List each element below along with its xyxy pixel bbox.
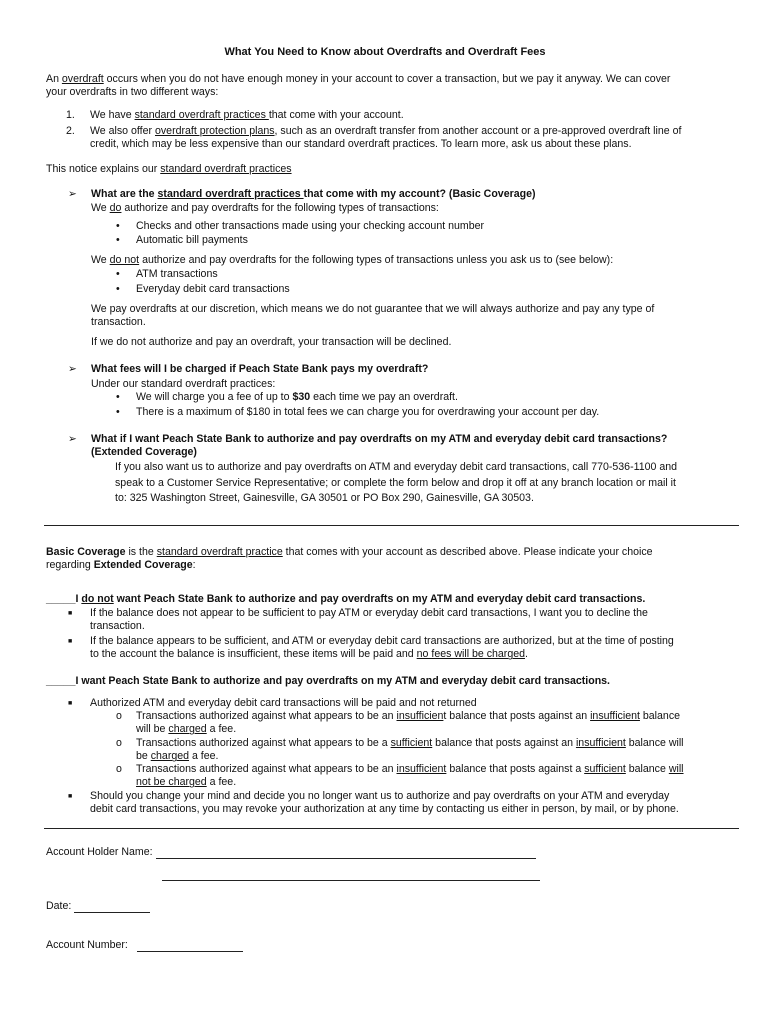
account-holder-input-2[interactable]	[162, 868, 540, 881]
circle-bullet-icon: o	[116, 763, 122, 775]
bullet-icon: •	[116, 391, 120, 403]
list-item: Transactions authorized against what appears to be a sufficient balance that posts against an insufficient balance will be charged a fee.	[136, 737, 684, 763]
account-number-field: Account Number:	[46, 939, 243, 952]
list-item: 1. We have standard overdraft practices that come with your account.	[66, 109, 404, 121]
list-item: Everyday debit card transactions	[136, 283, 290, 295]
date-input[interactable]	[74, 900, 150, 913]
bullet-icon: •	[116, 268, 120, 280]
section-heading: What are the standard overdraft practices that come with my account? (Basic Coverage)	[91, 188, 536, 200]
basic-coverage-text: Basic Coverage is the standard overdraft practice that comes with your account as described above. Please indicate your choice regarding Extended Coverage:	[46, 546, 653, 572]
list-item: Transactions authorized against what appears to be an insufficient balance that posts against a sufficient balance will not be charged a fee.	[136, 763, 684, 789]
circle-bullet-icon: o	[116, 710, 122, 722]
divider	[44, 525, 739, 526]
opt-out-choice[interactable]: _____I do not want Peach State Bank to authorize and pay overdrafts on my ATM and everyday debit card transactions.	[46, 593, 646, 605]
bullet-icon: •	[116, 283, 120, 295]
list-item: We will charge you a fee of up to $30 each time we pay an overdraft.	[136, 391, 458, 403]
square-bullet-icon: ■	[68, 700, 73, 707]
bullet-icon: •	[116, 406, 120, 418]
account-number-input[interactable]	[137, 939, 243, 952]
section-text: Under our standard overdraft practices:	[91, 378, 276, 390]
bullet-icon: •	[116, 234, 120, 246]
square-bullet-icon: ■	[68, 793, 73, 800]
list-item: There is a maximum of $180 in total fees we can charge you for overdrawing your account per day.	[136, 406, 600, 418]
section-text: If we do not authorize and pay an overdraft, your transaction will be declined.	[91, 336, 452, 348]
section-heading: What if I want Peach State Bank to authorize and pay overdrafts on my ATM and everyday debit card transactions? (Extended Coverage)	[91, 433, 668, 459]
divider	[44, 828, 739, 829]
list-item: 2. We also offer overdraft protection plans, such as an overdraft transfer from another account or a pre-approved overdraft line of credit, which may be less expensive than our standard overdraft practices. To learn more, ask us about these plans.	[66, 125, 682, 151]
account-holder-input[interactable]	[156, 846, 536, 859]
section-heading: What fees will I be charged if Peach State Bank pays my overdraft?	[91, 363, 429, 375]
list-item: If the balance does not appear to be sufficient to pay ATM or everyday debit card transactions, I want you to decline the transaction.	[90, 607, 648, 633]
square-bullet-icon: ■	[68, 638, 73, 645]
section-text: We do authorize and pay overdrafts for the following types of transactions:	[91, 202, 439, 214]
page-title: What You Need to Know about Overdrafts and Overdraft Fees	[224, 46, 546, 58]
list-item: ATM transactions	[136, 268, 218, 280]
date-field: Date:	[46, 900, 150, 913]
list-item: Transactions authorized against what appears to be an insufficient balance that posts against an insufficient balance will be charged a fee.	[136, 710, 681, 736]
list-item: Checks and other transactions made using your checking account number	[136, 220, 485, 232]
bullet-icon: •	[116, 220, 120, 232]
list-item: Should you change your mind and decide you no longer want us to authorize and pay overdrafts on your ATM and everyday debit card transactions, you may revoke your authorization at any time by contacting us either in person, by mail, or by phone.	[90, 790, 679, 816]
account-holder-field: Account Holder Name:	[46, 846, 536, 859]
circle-bullet-icon: o	[116, 737, 122, 749]
intro-text: An overdraft occurs when you do not have enough money in your account to cover a transaction, but we pay it anyway. We can cover your overdrafts in two different ways:	[46, 73, 671, 99]
section-text: If you also want us to authorize and pay overdrafts on ATM and everyday debit card transactions, call 770-536-1100 and speak to a Customer Service Representative; or complete the form below and drop it off at any branch location or mail it to: 325 Washington Street, Gainesville, GA 30501 or PO Box 290, Gainesville, GA 30503.	[115, 461, 677, 505]
list-item: Authorized ATM and everyday debit card transactions will be paid and not returned	[90, 697, 477, 709]
list-item: Automatic bill payments	[136, 234, 248, 246]
opt-in-choice[interactable]: _____I want Peach State Bank to authorize and pay overdrafts on my ATM and everyday debit card transactions.	[46, 675, 611, 687]
notice-text: This notice explains our standard overdraft practices	[46, 163, 292, 175]
list-item: If the balance appears to be sufficient, and ATM or everyday debit card transactions are authorized, but at the time of posting to the account the balance is insufficient, these items will be paid and no fees will be charged.	[90, 635, 674, 661]
arrow-icon: ➢	[68, 433, 77, 445]
section-text: We do not authorize and pay overdrafts for the following types of transactions unless you ask us to (see below):	[91, 254, 614, 266]
section-text: We pay overdrafts at our discretion, which means we do not guarantee that we will always authorize and pay any type of transaction.	[91, 303, 655, 329]
arrow-icon: ➢	[68, 363, 77, 375]
arrow-icon: ➢	[68, 188, 77, 200]
square-bullet-icon: ■	[68, 610, 73, 617]
